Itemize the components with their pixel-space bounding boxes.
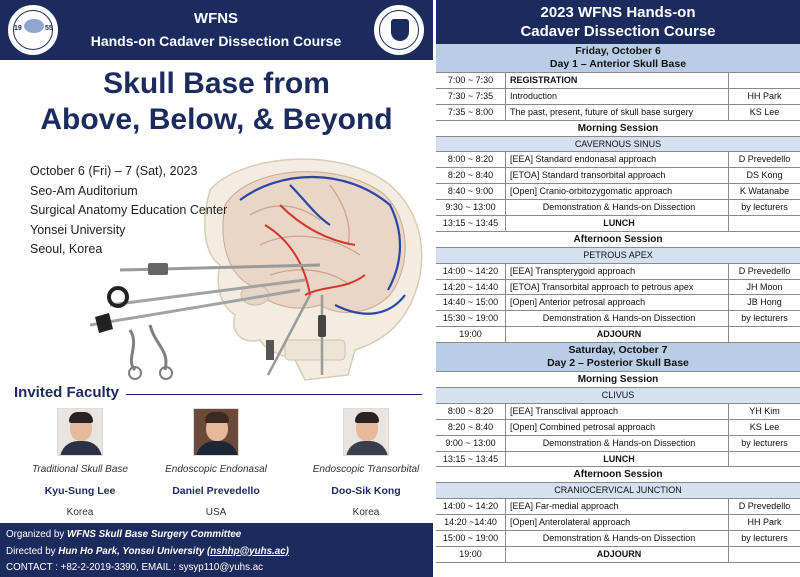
event-dates: October 6 (Fri) – 7 (Sat), 2023 [30, 164, 198, 178]
row-time: 19:00 [436, 327, 506, 342]
schedule-row [436, 452, 800, 468]
schedule-title-line-1: 2023 WFNS Hands-on [540, 4, 696, 21]
row-title: [Open] Cranio-orbitozygomatic approach [510, 186, 673, 197]
faculty-role: Traditional Skull Base [32, 464, 128, 475]
schedule-row [436, 547, 800, 563]
faculty-country: USA [205, 507, 227, 518]
footer-directed [6, 544, 433, 561]
topic-row: CRANIOCERVICAL JUNCTION [436, 483, 800, 499]
day-theme: Day 2 – Posterior Skull Base [547, 357, 689, 370]
row-time: 15:30 ~ 19:00 [436, 311, 506, 326]
header-title-wfns: WFNS [193, 10, 239, 27]
event-details [30, 162, 270, 260]
row-time: 14:00 ~ 14:20 [436, 264, 506, 279]
schedule-row [436, 89, 800, 105]
row-time: 14:20 ~14:40 [436, 515, 506, 530]
row-speaker: by lecturers [728, 200, 800, 215]
director-email-link[interactable]: (nshhp@yuhs.ac) [206, 545, 289, 557]
row-speaker [728, 216, 800, 231]
row-time: 14:20 ~ 14:40 [436, 280, 506, 295]
row-title: [ETOA] Standard transorbital approach [510, 170, 666, 181]
row-time: 7:30 ~ 7:35 [436, 89, 506, 104]
row-time: 13:15 ~ 13:45 [436, 452, 506, 467]
schedule-row [436, 499, 800, 515]
row-time: 14:40 ~ 15:00 [436, 295, 506, 310]
row-speaker: by lecturers [728, 436, 800, 451]
row-time: 8:20 ~ 8:40 [436, 168, 506, 183]
row-speaker: HH Park [728, 89, 800, 104]
schedule-row [436, 73, 800, 89]
session-row: Afternoon Session [436, 467, 800, 483]
row-time: 15:00 ~ 19:00 [436, 531, 506, 546]
row-speaker: D Prevedello [728, 499, 800, 514]
session-row: Afternoon Session [436, 232, 800, 248]
title-line-2: Above, Below, & Beyond [40, 103, 393, 136]
directed-prefix: Directed by [6, 545, 56, 557]
faculty-card-prevedello [146, 408, 286, 518]
day-date: Saturday, October 7 [568, 344, 668, 357]
logo-year-left: 19 [14, 25, 22, 32]
row-speaker: K Watanabe [728, 184, 800, 199]
row-title: [EEA] Far-medial approach [510, 501, 619, 512]
row-time: 8:00 ~ 8:20 [436, 152, 506, 167]
faculty-role: Endoscopic Transorbital [312, 464, 420, 475]
day-theme: Day 1 – Anterior Skull Base [549, 58, 687, 70]
schedule-row [436, 105, 800, 121]
event-university: Yonsei University [30, 222, 126, 237]
row-speaker: KS Lee [728, 420, 800, 435]
faculty-heading: Invited Faculty [14, 384, 120, 401]
session-row: Morning Session [436, 372, 800, 388]
footer-organized [6, 527, 433, 544]
topic-row: PETROUS APEX [436, 248, 800, 264]
row-title: [EEA] Transpterygoid approach [510, 265, 636, 276]
faculty-name: Doo-Sik Kong [331, 485, 401, 497]
poster-header [0, 0, 433, 60]
faculty-card-kong [296, 408, 433, 518]
yonsei-logo-icon [372, 3, 426, 57]
schedule-row [436, 264, 800, 280]
row-speaker [728, 327, 800, 342]
topic-row: CAVERNOUS SINUS [436, 137, 800, 153]
row-speaker [728, 73, 800, 88]
schedule-row [436, 168, 800, 184]
row-title: REGISTRATION [510, 75, 578, 85]
faculty-photo-icon [57, 408, 103, 456]
row-title: Demonstration & Hands-on Dissection [542, 533, 696, 544]
row-title: [Open] Combined petrosal approach [510, 421, 656, 432]
day-header-row [436, 343, 800, 372]
faculty-card-lee [10, 408, 150, 518]
poster-main-title [0, 66, 433, 138]
row-title: [Open] Anterolateral approach [510, 517, 631, 528]
schedule-header [436, 0, 800, 44]
row-time: 13:15 ~ 13:45 [436, 216, 506, 231]
schedule-row [436, 200, 800, 216]
row-title: [EEA] Transclival approach [510, 405, 619, 416]
day-header-row [436, 44, 800, 73]
session-row: Morning Session [436, 121, 800, 137]
row-title: ADJOURN [596, 548, 642, 559]
faculty-name: Kyu-Sung Lee [44, 485, 116, 497]
schedule-row [436, 311, 800, 327]
organized-prefix: Organized by [6, 529, 65, 540]
faculty-role: Endoscopic Endonasal [165, 464, 267, 475]
footer-contact: CONTACT : +82-2-2019-3390, EMAIL : sysyp110@yuhs.ac [6, 562, 264, 573]
row-speaker: YH Kim [728, 404, 800, 419]
schedule-row [436, 280, 800, 296]
schedule-table [436, 44, 800, 563]
faculty-name: Daniel Prevedello [172, 485, 260, 497]
row-speaker: HH Park [728, 515, 800, 530]
directed-by: Hun Ho Park, Yonsei University [58, 545, 205, 557]
wfns-logo-icon [6, 3, 60, 57]
schedule-row [436, 152, 800, 168]
schedule-row [436, 531, 800, 547]
row-title: ADJOURN [596, 329, 642, 340]
row-speaker: D Prevedello [728, 264, 800, 279]
event-center: Surgical Anatomy Education Center [30, 203, 228, 217]
event-city: Seoul, Korea [30, 242, 103, 256]
row-title: Demonstration & Hands-on Dissection [542, 313, 696, 324]
row-time: 9:00 ~ 13:00 [436, 436, 506, 451]
row-time: 7:00 ~ 7:30 [436, 73, 506, 88]
row-title: [EEA] Standard endonasal approach [510, 154, 657, 165]
faculty-divider [126, 394, 422, 395]
schedule-title-line-2: Cadaver Dissection Course [520, 23, 716, 40]
faculty-photo-icon [193, 408, 239, 456]
schedule-row [436, 436, 800, 452]
row-title: Introduction [510, 90, 558, 101]
row-speaker: DS Kong [728, 168, 800, 183]
title-line-1: Skull Base from [103, 67, 330, 100]
row-speaker: D Prevedello [728, 152, 800, 167]
row-speaker [728, 452, 800, 467]
course-schedule [436, 0, 800, 577]
row-time: 8:40 ~ 9:00 [436, 184, 506, 199]
schedule-row [436, 327, 800, 343]
faculty-photo-icon [343, 408, 389, 456]
schedule-row [436, 515, 800, 531]
row-speaker: by lecturers [728, 311, 800, 326]
row-title: Demonstration & Hands-on Dissection [542, 202, 696, 213]
row-title: The past, present, future of skull base surgery [510, 106, 694, 117]
row-title: [Open] Anterior petrosal approach [510, 297, 646, 308]
logo-year-right: 55 [45, 25, 53, 32]
row-title: LUNCH [603, 453, 635, 464]
row-time: 7:35 ~ 8:00 [436, 105, 506, 120]
schedule-row [436, 295, 800, 311]
row-title: Demonstration & Hands-on Dissection [542, 437, 696, 448]
topic-row: CLIVUS [436, 388, 800, 404]
schedule-row [436, 420, 800, 436]
poster-footer [0, 523, 433, 577]
row-speaker [728, 547, 800, 562]
row-time: 8:00 ~ 8:20 [436, 404, 506, 419]
row-time: 9:30 ~ 13:00 [436, 200, 506, 215]
day-date: Friday, October 6 [575, 45, 661, 57]
faculty-country: Korea [352, 507, 380, 518]
row-time: 19:00 [436, 547, 506, 562]
schedule-row [436, 184, 800, 200]
row-title: [ETOA] Transorbital approach to petrous apex [510, 281, 694, 292]
row-title: LUNCH [603, 218, 635, 229]
row-speaker: by lecturers [728, 531, 800, 546]
faculty-country: Korea [66, 507, 94, 518]
schedule-row [436, 404, 800, 420]
row-speaker: JB Hong [728, 295, 800, 310]
row-speaker: KS Lee [728, 105, 800, 120]
schedule-row [436, 216, 800, 232]
event-venue: Seo-Am Auditorium [30, 183, 138, 198]
row-time: 14:00 ~ 14:20 [436, 499, 506, 514]
organized-by: WFNS Skull Base Surgery Committee [67, 529, 242, 540]
row-speaker: JH Moon [728, 280, 800, 295]
header-title-course: Hands-on Cadaver Dissection Course [90, 33, 342, 49]
row-time: 8:20 ~ 8:40 [436, 420, 506, 435]
